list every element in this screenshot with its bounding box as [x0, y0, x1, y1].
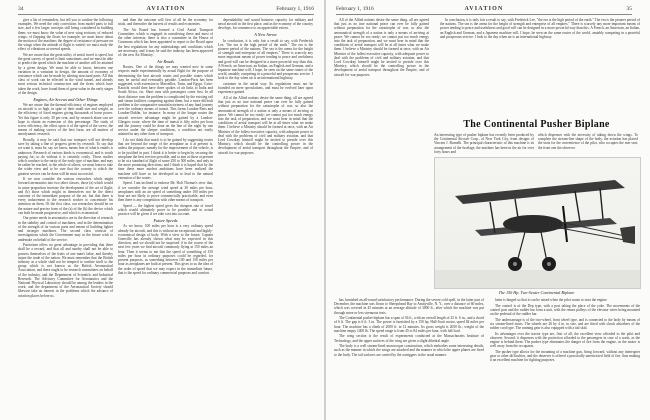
- biplane-illustration: [435, 158, 640, 288]
- article-intro: [434, 133, 639, 154]
- paragraph: has furnished an all-round satisfactory performance. During the severe cold spell, in the latter part of December, the machine was flown to Sheepshead Bay to Amityville, N. Y., over a distance of 60 miles, which was covered in 45 minutes at an average altitude of 3000 ft., after which the machine was put through more or less strenuous tests.: [334, 298, 484, 315]
- paragraph: Speed — the highest speed gives the cheapest rate of travel which would ultimately prove to be possible and in actual practice will be given if we take cost into account.: [118, 203, 213, 217]
- paragraph: Patriotism offers no great advantage in providing that there shall be a reward, and that all and sundry shall not be able to possess themselves of the fruits of one man's labor, and thereby injure the trade of the nation. We must remember that the British industry as a whole shall not be tempted to confine itself to the group which is not known as the British Aeronautical Association, and there ought to be research committees on behalf of the industry, and the Department of Scientific and Industrial Research. The Advisory Committee for Aeronautics and the National Physical Laboratory should be among the leaders in the work, and the department of the Aeronautical Society should likewise take an interest in the problems which the advance of aviation places before us.: [18, 243, 113, 298]
- left-date: February 1, 1916: [276, 6, 314, 12]
- section-heading: Air Roads: [157, 58, 174, 64]
- paragraph: If we now consider the various researches which might forward aeronautics into two other classes, those (a) which would in some proportion increase the development of the art of flight; and (b) those which might in themselves not be the direct outcome of the immediate purpose of the art, but that there is every inducement to the research worker to concentrate his attention on them. Of the first class, our researches should be on the nature and precise form of the (a) of the (b) the device which can both be made progressive, and which is economical.: [18, 177, 113, 215]
- article-headline: The Continental Pusher Biplane: [463, 119, 610, 130]
- right-bottom-column-1: [334, 298, 484, 416]
- right-page-number: 35: [626, 6, 632, 12]
- paragraph: The Continental pusher biplane has a span of 36 ft., with an overall length of 25 ft. 6 in., and a chord of 6 ft. The gap is 6 ft. 3 in. The power is furnished by a 150 hp. Hall-Scott motor, speed 84 miles per hour. The machine has a climb of 2000 ft. in 12 minutes. Its gross weight is 2050 lb.; weight of the machine empty 1400 lb. The speed range is from 45 to 84 miles per hour, with full load.: [334, 316, 484, 333]
- right-running-head: [336, 4, 632, 15]
- left-running-head: [18, 4, 314, 15]
- paragraph: Its advantages over the tractor type are, first of all, the excellent view afforded to the pilot and observer. Second, it dispenses with the protection afforded to the passengers in case of a crash, as the engine is behind them. The pusher type eliminates the danger of fire from the engine, as the motor is well away from the occupants.: [490, 331, 640, 349]
- paragraph: In conclusion, it is only fair a result to say, with Frederick Lee, "the era is the high period of the earth." The era is the pioneer period of the nations. The sea is the arena for the height of strength and enterprise of all empires." There is scarcely any more important means of power tending to peace and usefulness and good will can be designed in a more powerful way than this. A French, an American, an Italian, an English and German, and a Japanese machine will, I hope, be seen on the same routes of the world, amiably competing in a peaceful and prosperous service. I look to the day when air is an international highway.: [440, 18, 640, 39]
- right-running-title: AVIATION: [464, 6, 504, 12]
- photo-caption: The 150 Hp. Two-Seater Continental Biplane: [498, 290, 575, 295]
- paragraph: The Air Board has formed a Civil Aerial Transport Committee, which is engaged in considering these and most of the other interests; there is also a committee in the House of Commons which has been appointed to report to the Board upon the best regulations for any undertakings and conditions which are necessary, and it may be said the industry has been approved of: the new Air Ministry.: [118, 27, 213, 58]
- paragraph: All of the Allied nations desire the same thing, all are agreed that just as no true national peace can ever be fully gained without preparation for the catastrophe of war, so also the aeronautical strength of a nation is only a means of arriving at peace. We cannot be too ready; we cannot put too much energy into the task of preparation, and we must bear in mind that the conditions of aerial transport will be at all times what we make them. I believe a Ministry should be formed at once, with an Air Minister of the fullest executive capacity, with adequate power to deal with the problems of civil and military aviation, and that Lord Cowdray himself might be invited to preside over this Ministry, which should be the controlling power in the development of aerial transport throughout the Empire, and of aircraft for war purposes.: [218, 96, 313, 155]
- paragraph: The wing section is the result of experiments conducted at the Massachusetts Institute of Technology, and the upper surfaces of the wing are given a slight dihedral angle.: [334, 334, 484, 343]
- right-top-column-2: [440, 18, 640, 116]
- paragraph: As we know, 100 miles per hour is a very ordinary speed already for aircraft, and this is without an exceptional and highly-economical design of body. With a view to the future, Captain Grenville has already shown what may be expected in this direction, and we should not be surprised if in the course of the next few years we find aircraft commonly flying at 150 miles an hour. Then it seems to me that the speed of something of 150 miles per hour in ordinary purposes could be regarded, for present purposes, as something between 100 and 150 miles per hour as aeroplanes are built at present. This gives to us the idea of the order of speed that we may expect in the immediate future, that is the speed for ordinary commercial purposes and comfort.: [118, 224, 213, 275]
- left-column-3: [218, 18, 313, 416]
- section-heading: Engines, Air Screws and Other Things: [33, 96, 98, 102]
- paragraph: Routes. One of the things we may wanted now in some respects made experimentally by actual flight for the purpose of determining the best aircraft routes and possible routes which may be useful and eventually payable. London-Paris has been suggested, with extension to Marseilles, Turin, and Egypt. Cairo-Karachi would then have three spokes of air links to India and South Africa, etc. Short runs with passengers come first. In all short distance runs the problem is complicated by the existing rail and steam facilities competing against them, but a more difficult problem is the comparative unsatisfactoriness of any land journey over the ordinary means of transit. This forms London-Paris and London-Dublin, for instance. In many of the longer routes the aircraft services advantage might be gained by a London-Glasgow route, where the time of transit is fifty miles per hour and the journey could be done on the line of the night by one service under the sleeper conditions, a condition not easily attained in any other form of transport.: [118, 65, 213, 137]
- paragraph: We are aware that the thermal efficiency of engines employed on aircraft is so high, in spite of their small size and weight, as the efficiency of fixed engines giving thousands of horse power. Yet this figure is only 30 per cent, and by research alone can we hope to obtain an extension of this percentage. The study of screw efficiency, the effect upon it of the speed of the screw, the means of making screws of the best form, are all matters of aerodynamic research.: [18, 103, 113, 137]
- paragraph: The control is of the Dep type, with a post taking the place of the yoke. The movements of the control post and the rudder bar form a unit, with the return pulleys of the elevator wires being mounted on the pedestal of the rudder bar.: [490, 303, 640, 316]
- paragraph: give a list of remainders, but tell you to confine the following examples. We need the only corrections from model parts to full size, and a few larger concepts still being considered in building them; we must know the value of new wing sections; of reduced wings; of flapping the floats for example; we must know about the motion of the machine; the degree of resistance of pressure on the wings when the attitude of flight is varied; we must study the effect of vibrations at several speeds.: [18, 18, 113, 52]
- left-column-1: [18, 18, 113, 416]
- biplane-photo: [434, 157, 641, 289]
- section-heading: Future Speeds: [153, 218, 178, 224]
- intro-right: which dispenses with the necessity of taking down the wings. To complete the stream-line shape of the body, the aviation has placed the seats for the convenience of the pilot, who occupies the rear seat; the front one the observer.: [537, 133, 638, 150]
- right-top-column-1: [334, 18, 429, 116]
- paragraph: latter is hinged so that it can be raised when the pilot wants to start the engine.: [495, 298, 608, 302]
- paragraph: dependability and sound business capacity for military and naval aircraft in the first place, and as the economy of the country develops, for commerce to an appreciable extent.: [218, 18, 313, 31]
- paragraph: Our prime needs in aeronautics are in the direction of research in the stability and control of machines, and in the determination of the strength of its various parts and means of building lighter and stronger machines. The second class consists of investigations which the Government may in the future wish to undertake on behalf of the service.: [18, 216, 113, 242]
- paragraph: and then the outcome will first of all be the economy for trials, and thereafter the harvest of results and economies.: [118, 18, 213, 27]
- paragraph: All of the Allied nations desire the same thing, all are agreed that just as no true national peace can ever be fully gained without preparation for the catastrophe of war, so also the aeronautical strength of a nation is only a means of arriving at peace. We cannot be too ready; we cannot put too much energy into the task of preparation, and we must bear in mind that the conditions of aerial transport will be at all times what we make them. I believe a Ministry should be formed at once, with an Air Minister of the fullest executive capacity, with adequate power to deal with the problems of civil and military aviation, and that Lord Cowdray himself might be invited to preside over this Ministry, which should be the controlling power in the development of aerial transport throughout the Empire, and of aircraft for war purposes.: [334, 18, 429, 77]
- paragraph: The undercarriage is of the two-wheel, front wheel type, and is connected to the body by means of six stream-lined struts. The wheels are 26 by 4 in. in size, and are fitted with shock absorbers of the rubber cord type. The running gear is also equipped with a tail skid.: [490, 317, 640, 330]
- right-page: [326, 0, 650, 420]
- paragraph: The body is a well stream-lined monocoque construction, which embodies some interesting details, such as the manner in which the wings are attached and the manner in which the upper planes are fixed to the body. The tail surfaces are carried by the outriggers in the usual manner.: [334, 344, 484, 357]
- paragraph: Speed. I am inclined to endorse Mr. Holt Thomas's view that, if we consider the average wind speed at 30 miles per hour, aeroplanes with an air speed of something under 100 miles per hour are not likely to prove commercially practicable, and even then there is any competition with other means of transport.: [118, 181, 213, 203]
- right-bottom-column-2: [490, 298, 640, 416]
- left-page: [0, 0, 324, 420]
- intro-left: An interesting type of pusher biplane has recently been produced by the Continental Aircraft Corp., of New York City, from designs of Vincent J. Burnelli. The principal characteristic of this machine is its arrangement of the fuselage, the machine has been in the air for over forty hours and: [434, 133, 534, 154]
- left-column-2: [118, 18, 213, 416]
- paragraph: Broadly, it may be said that our transport will not develop save by taking a line of progress given by research. To say that we want it, must be, say we know, means fear of what it entails is unknown. Research of various kinds is economical, and is worth paying for; to do without it is certainly costly. Those studies which conduce to the rarity of the early type of machine, and may be rather be reached, to the whole of others; we must learn to take the wider view and to be sure that the country to which the greatest service can be done will be most successful.: [18, 138, 113, 176]
- left-running-title: AVIATION: [146, 6, 186, 12]
- paragraph: The pusher type allows for the mounting of a machine gun, firing forward, without any interrupter gear or other difficulties, and the observer is offered a practically unrestricted field of fire, thus making it an excellent machine for fighting purposes.: [490, 349, 640, 363]
- right-date: February 1, 1916: [336, 6, 374, 12]
- paragraph: customer in the aerial way. Its regulations must not be founded on mere speculations, and must be evolved later upon experience gained.: [218, 82, 313, 95]
- left-page-number: 34: [18, 6, 24, 12]
- paragraph: In conclusion, it is only fair a result to say, with Frederick Lee, "the era is the high period of the earth." The era is the pioneer period of the nations. The sea is the arena for the height of strength and enterprise of all empires." There is scarcely any more important means of power tending to peace and usefulness and good will can be designed in a more powerful way than this. A French, an American, an Italian, an English and German, and a Japanese machine will, I hope, be seen on the same routes of the world, amiably competing in a peaceful and prosperous service. I look to the day when air is an international highway.: [218, 38, 313, 81]
- section-heading: A New Arrow: [254, 32, 277, 38]
- paragraph: We are aware that the great utility of aerial travel is speed, but the great survey of speed is limit sometimes, and we must be able to predict the speed which the machine of another will be attained by a given design. We must be able to know, between one variation in a variation in design, the amount of economy of resistance which can be made by altering structural parts. All this class of work can be effected in the wind tunnel, and already most serious technical constructors and the firms which have taken the work, have found them of great value in the early stages of the design.: [18, 53, 113, 95]
- paragraph: I do not think that much is to be gained by suggesting routes that are beyond the range of the aeroplane as it at present is, unless the purpose, namely for the improvement of the vehicle, is to be justified in part. I think it is better to begin by securing the aeroplane the best services possible, and to aim at those at present to be at a standard of flight of some 250 to 500 miles, and only in the more promising directions; and I think it is hoped that by the time these more modest ambitions have been realized the machine will have so far developed as to lead to the natural extension of the routes.: [118, 138, 213, 180]
